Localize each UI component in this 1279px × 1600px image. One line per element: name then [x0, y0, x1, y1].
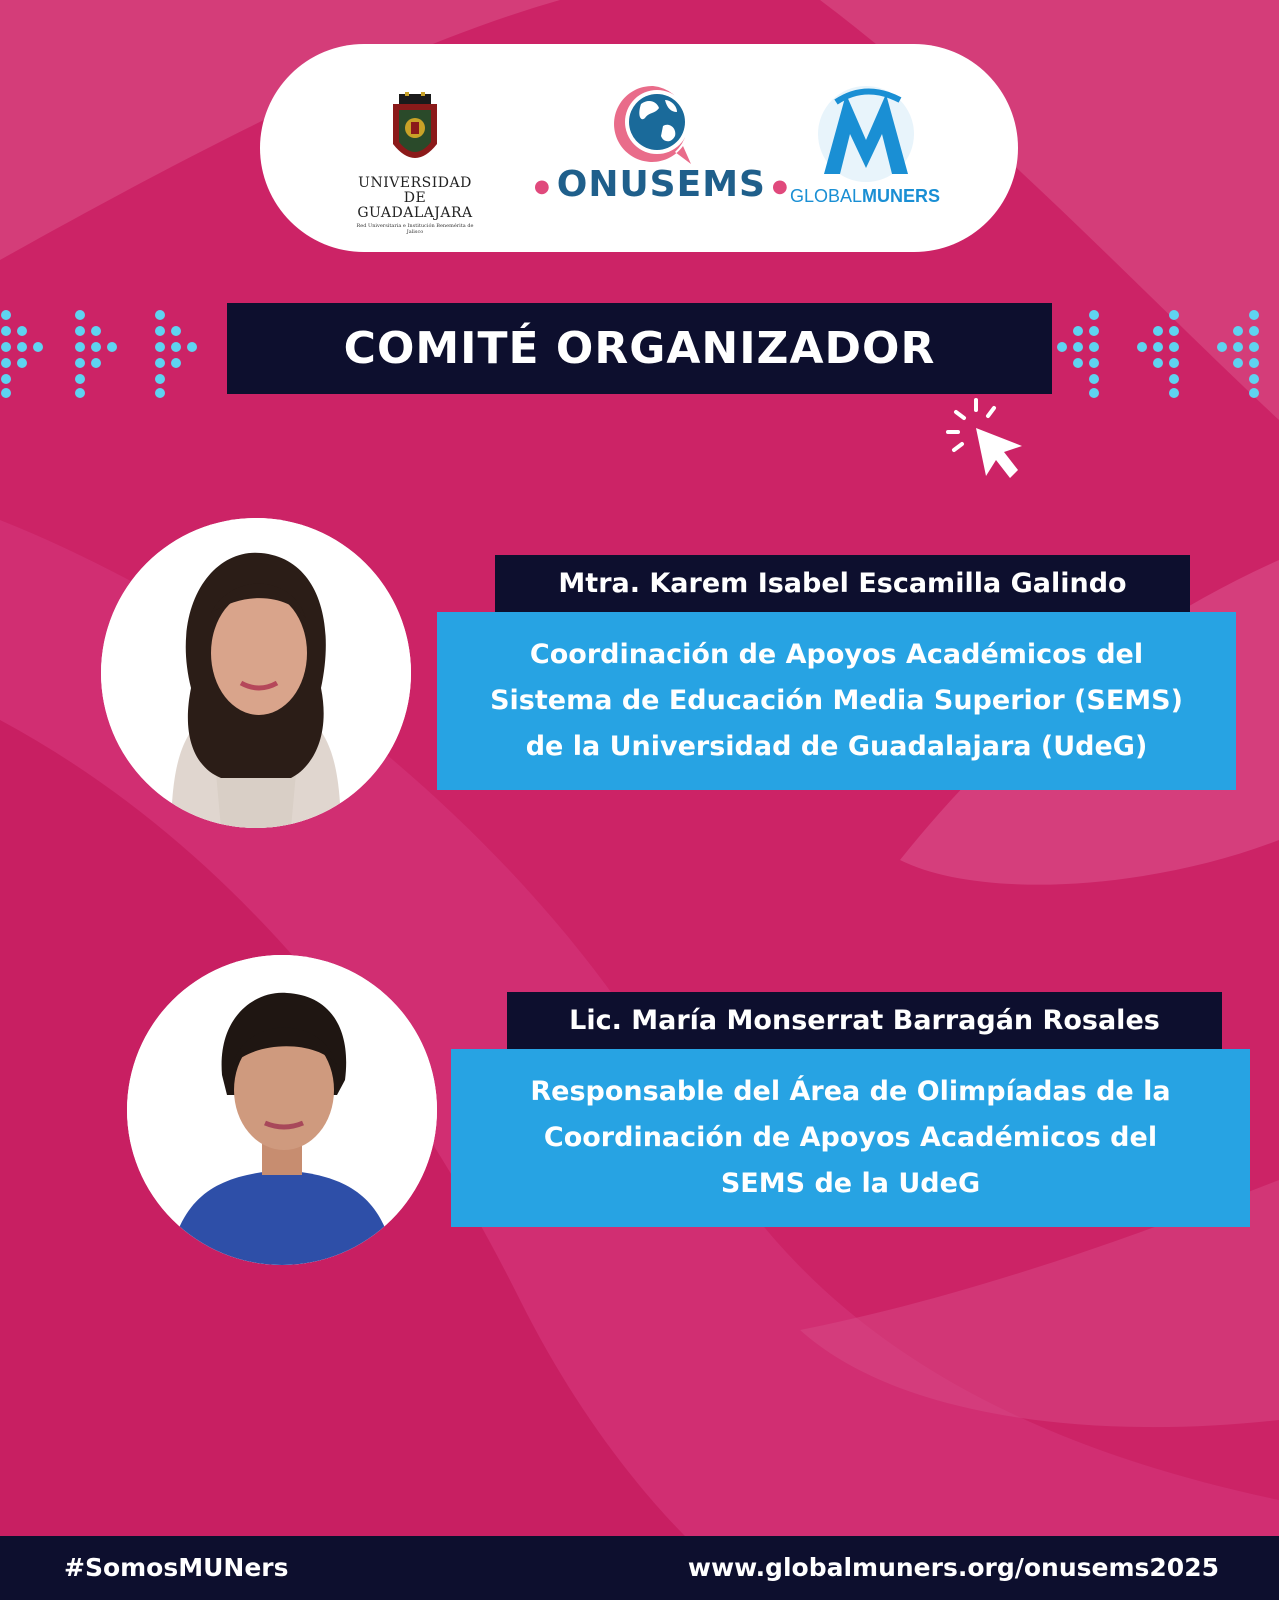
dot-icon: ● — [534, 175, 551, 197]
footer-bar — [0, 1536, 1279, 1600]
person-role-1 — [437, 612, 1236, 790]
udg-name: UNIVERSIDAD DE GUADALAJARA — [357, 175, 473, 221]
footer-hashtag: #SomosMUNers — [64, 1553, 289, 1582]
dotted-arrows-right-icon — [1052, 307, 1279, 399]
dotted-arrows-left-icon — [0, 307, 215, 399]
logo-banner — [260, 44, 1018, 252]
globalmuners-m-icon — [810, 82, 920, 186]
person-role-text-2: Responsable del Área de Olimpíadas de la Coordinación de Apoyos Académicos del SEMS de la UdeG — [530, 1076, 1171, 1199]
global-prefix: GLOBAL — [790, 186, 863, 206]
udg-logo — [350, 92, 480, 235]
person-name-2: Lic. María Monserrat Barragán Rosales — [507, 992, 1222, 1049]
title-band — [227, 303, 1052, 394]
globalmuners-logo — [790, 82, 940, 207]
page-title: COMITÉ ORGANIZADOR — [343, 323, 936, 374]
person-portrait-icon — [101, 518, 411, 828]
udg-subtitle: Red Universitaria e Institución Benemérita de Jalisco — [356, 223, 474, 235]
onusems-text: ONUSEMS — [556, 164, 766, 205]
person-name-1: Mtra. Karem Isabel Escamilla Galindo — [495, 555, 1190, 612]
person-photo-2 — [127, 955, 437, 1265]
onusems-logo — [528, 82, 789, 205]
dot-icon: ● — [771, 175, 789, 197]
person-photo-1 — [101, 518, 411, 828]
globe-icon — [605, 82, 701, 168]
udg-crest-icon — [383, 92, 447, 174]
person-role-text-1: Coordinación de Apoyos Académicos del Sistema de Educación Media Superior (SEMS) de la Universidad de Guadalajara (UdeG) — [490, 639, 1183, 762]
person-portrait-icon — [127, 955, 437, 1265]
person-role-2 — [451, 1049, 1250, 1227]
footer-url[interactable]: www.globalmuners.org/onusems2025 — [687, 1553, 1219, 1582]
global-suffix: MUNERS — [862, 186, 941, 206]
cursor-click-icon — [946, 398, 1030, 482]
